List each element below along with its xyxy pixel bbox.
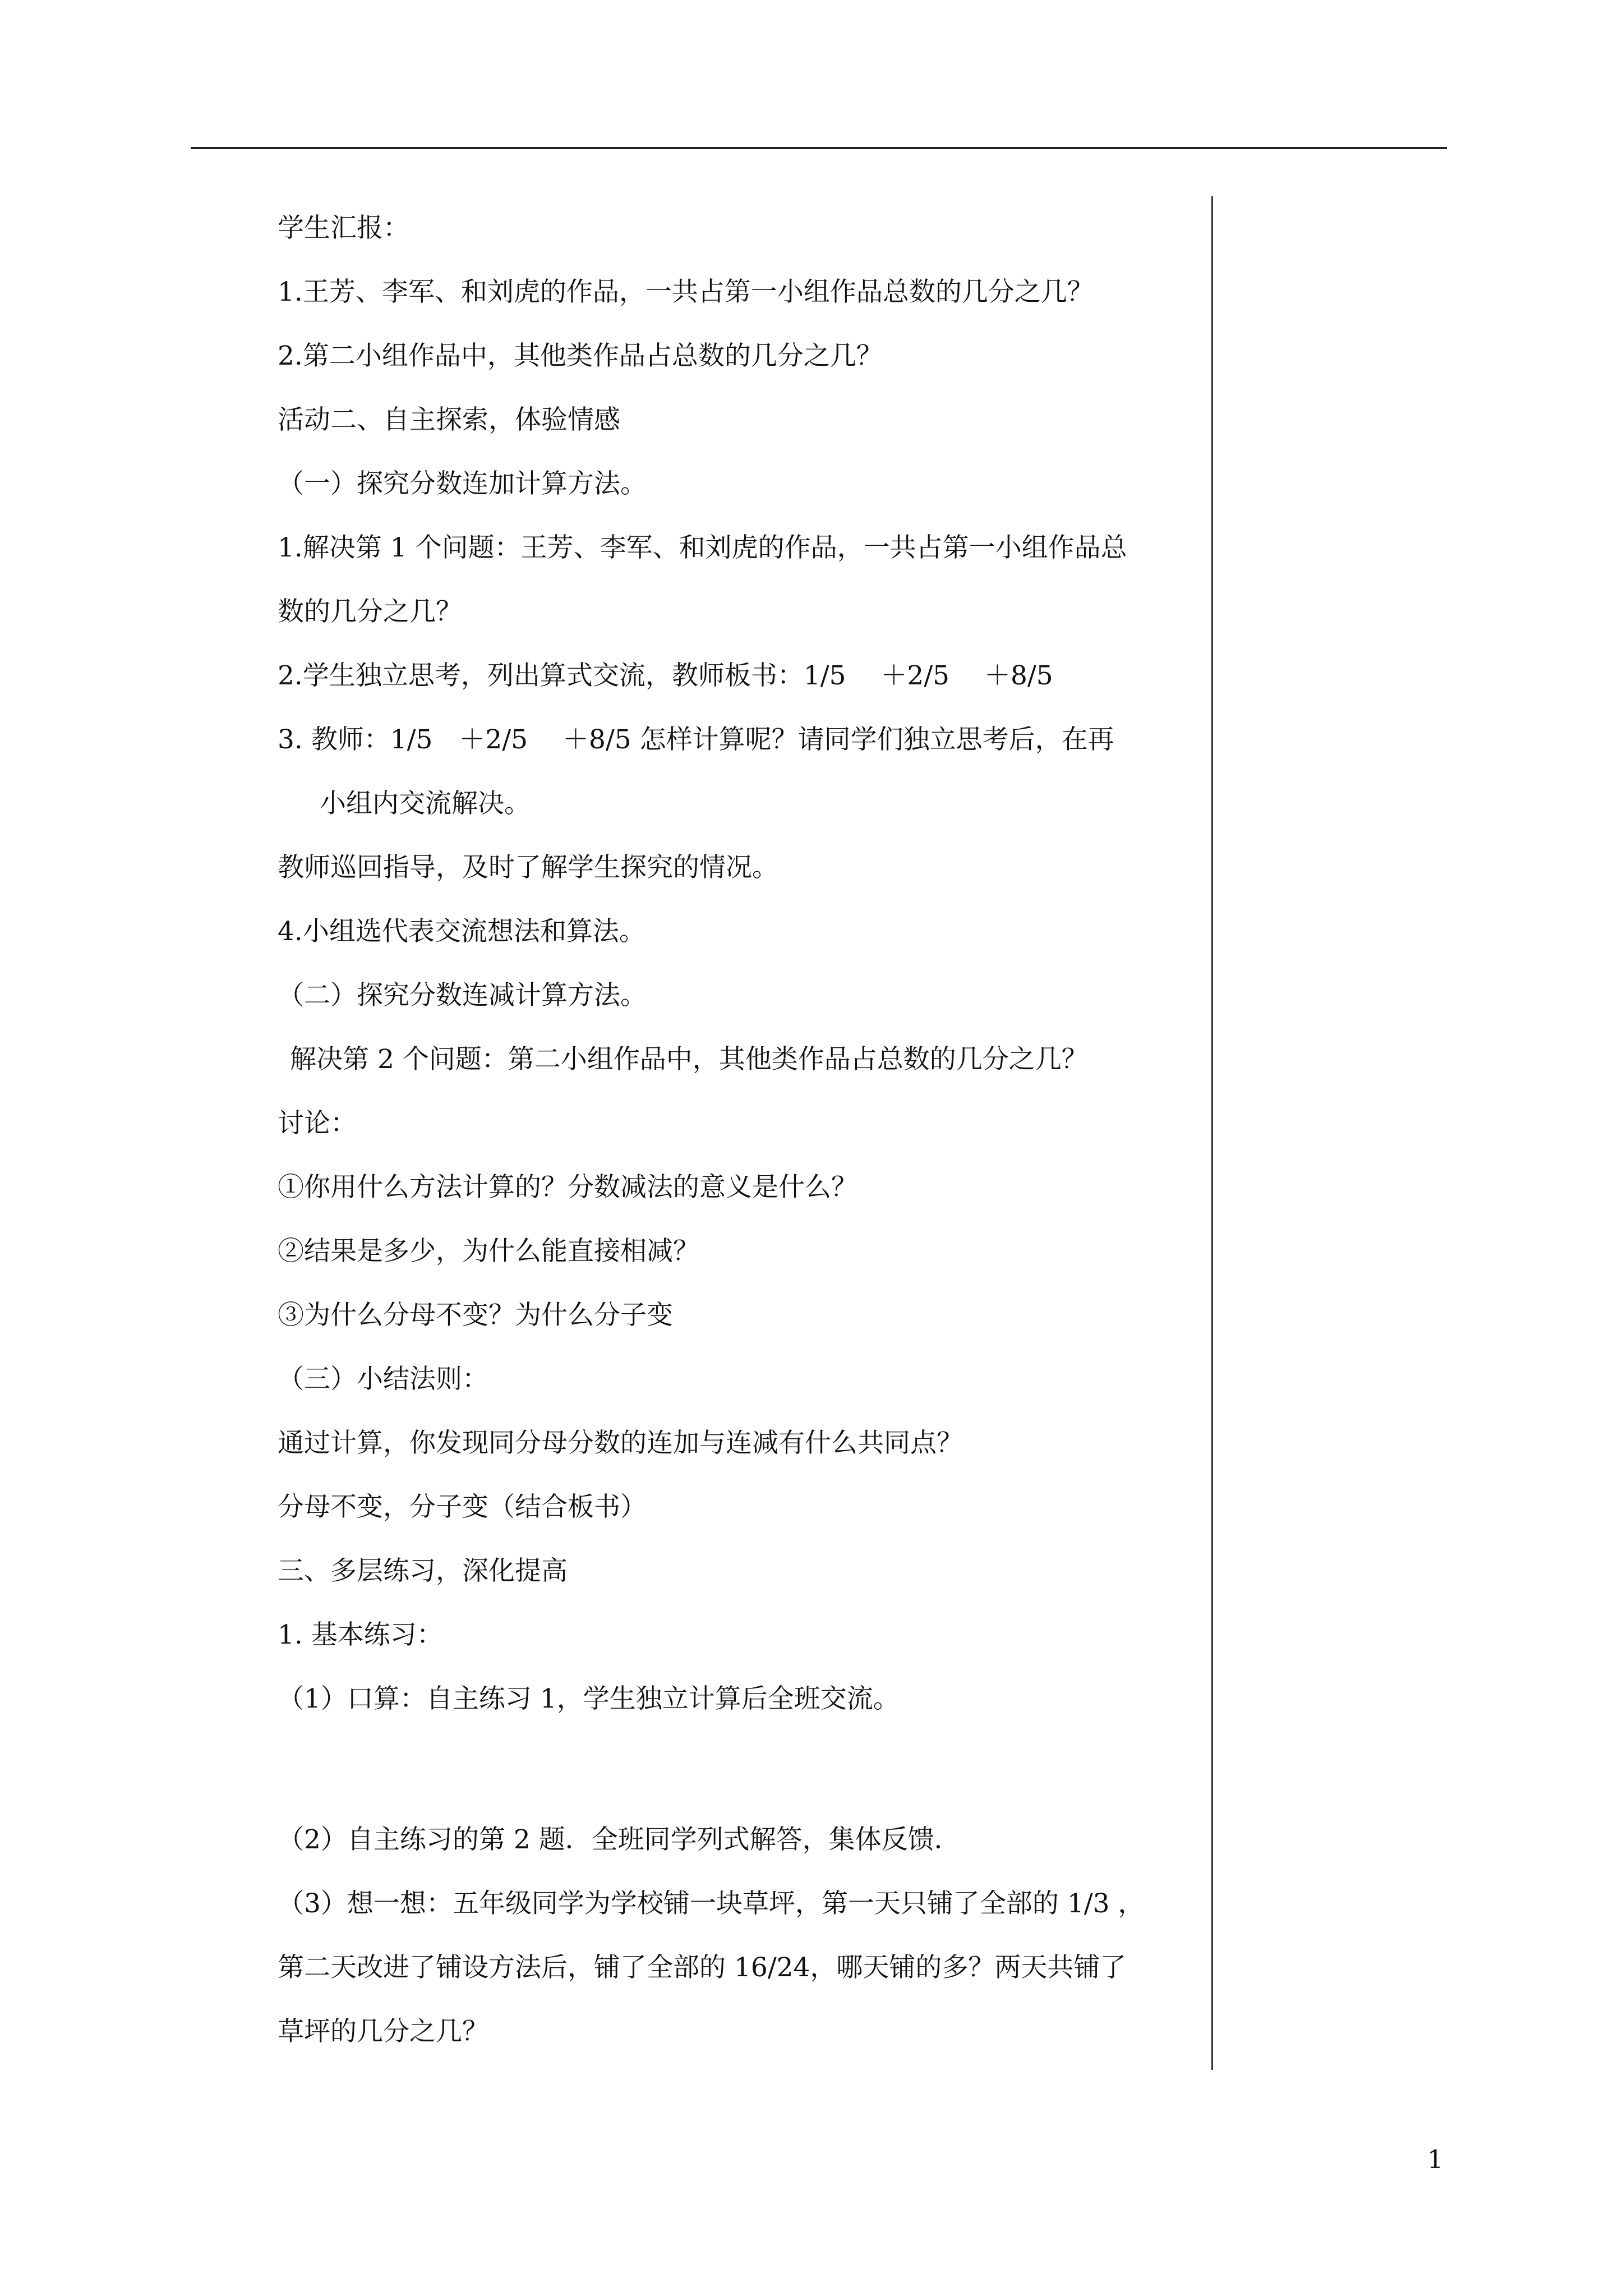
text-line: 解决第 2 个问题：第二小组作品中，其他类作品占总数的几分之几？	[290, 1044, 1088, 1075]
text-line: 第二天改进了铺设方法后，铺了全部的 16/24，哪天铺的多？两天共铺了	[278, 1952, 1127, 1983]
text-line: 1.王芳、李军、和刘虎的作品，一共占第一小组作品总数的几分之几？	[278, 277, 1094, 307]
subsection-heading: （二）探究分数连减计算方法。	[278, 980, 647, 1011]
text-line: 学生汇报：	[278, 213, 409, 243]
text-line: 4.小组选代表交流想法和算法。	[278, 916, 645, 947]
subsection-heading: （三）小结法则：	[278, 1364, 488, 1395]
discussion-item: ②结果是多少，为什么能直接相减？	[278, 1236, 699, 1267]
exercise-item: （3）想一想：五年级同学为学校铺一块草坪，第一天只铺了全部的 1/3 ，	[278, 1888, 1145, 1919]
text-line: 3. 教师：1/5 ＋2/5 ＋8/5 怎样计算呢？请同学们独立思考后，在再	[278, 724, 1114, 755]
discussion-item: ③为什么分母不变？为什么分子变	[278, 1300, 673, 1331]
section-heading: 活动二、自主探索，体验情感	[278, 404, 620, 435]
table-column-divider	[1211, 196, 1213, 2070]
text-line: 讨论：	[278, 1108, 357, 1139]
subsection-heading: （一）探究分数连加计算方法。	[278, 468, 647, 499]
discussion-item: ①你用什么方法计算的？分数减法的意义是什么？	[278, 1172, 857, 1203]
header-rule	[191, 147, 1447, 149]
text-line: 小组内交流解决。	[320, 788, 531, 819]
text-line: 通过计算，你发现同分母分数的连加与连减有什么共同点？	[278, 1428, 963, 1458]
text-line: 数的几分之几？	[278, 596, 462, 627]
page-number: 1	[1427, 2145, 1444, 2174]
exercise-item: （2）自主练习的第 2 题．全班同学列式解答，集体反馈．	[278, 1824, 961, 1855]
text-line: 草坪的几分之几？	[278, 2016, 488, 2047]
text-line: 1.解决第 1 个问题：王芳、李军、和刘虎的作品，一共占第一小组作品总	[278, 532, 1127, 563]
text-line: 1. 基本练习：	[278, 1619, 443, 1650]
text-line: 教师巡回指导，及时了解学生探究的情况。	[278, 852, 778, 883]
text-line: 2.学生独立思考，列出算式交流，教师板书：1/5 ＋2/5 ＋8/5	[278, 660, 1053, 691]
section-heading: 三、多层练习，深化提高	[278, 1556, 568, 1586]
text-line: 分母不变，分子变（结合板书）	[278, 1492, 647, 1522]
text-line: 2.第二小组作品中，其他类作品占总数的几分之几？	[278, 341, 883, 371]
exercise-item: （1）口算：自主练习 1，学生独立计算后全班交流。	[278, 1683, 900, 1714]
